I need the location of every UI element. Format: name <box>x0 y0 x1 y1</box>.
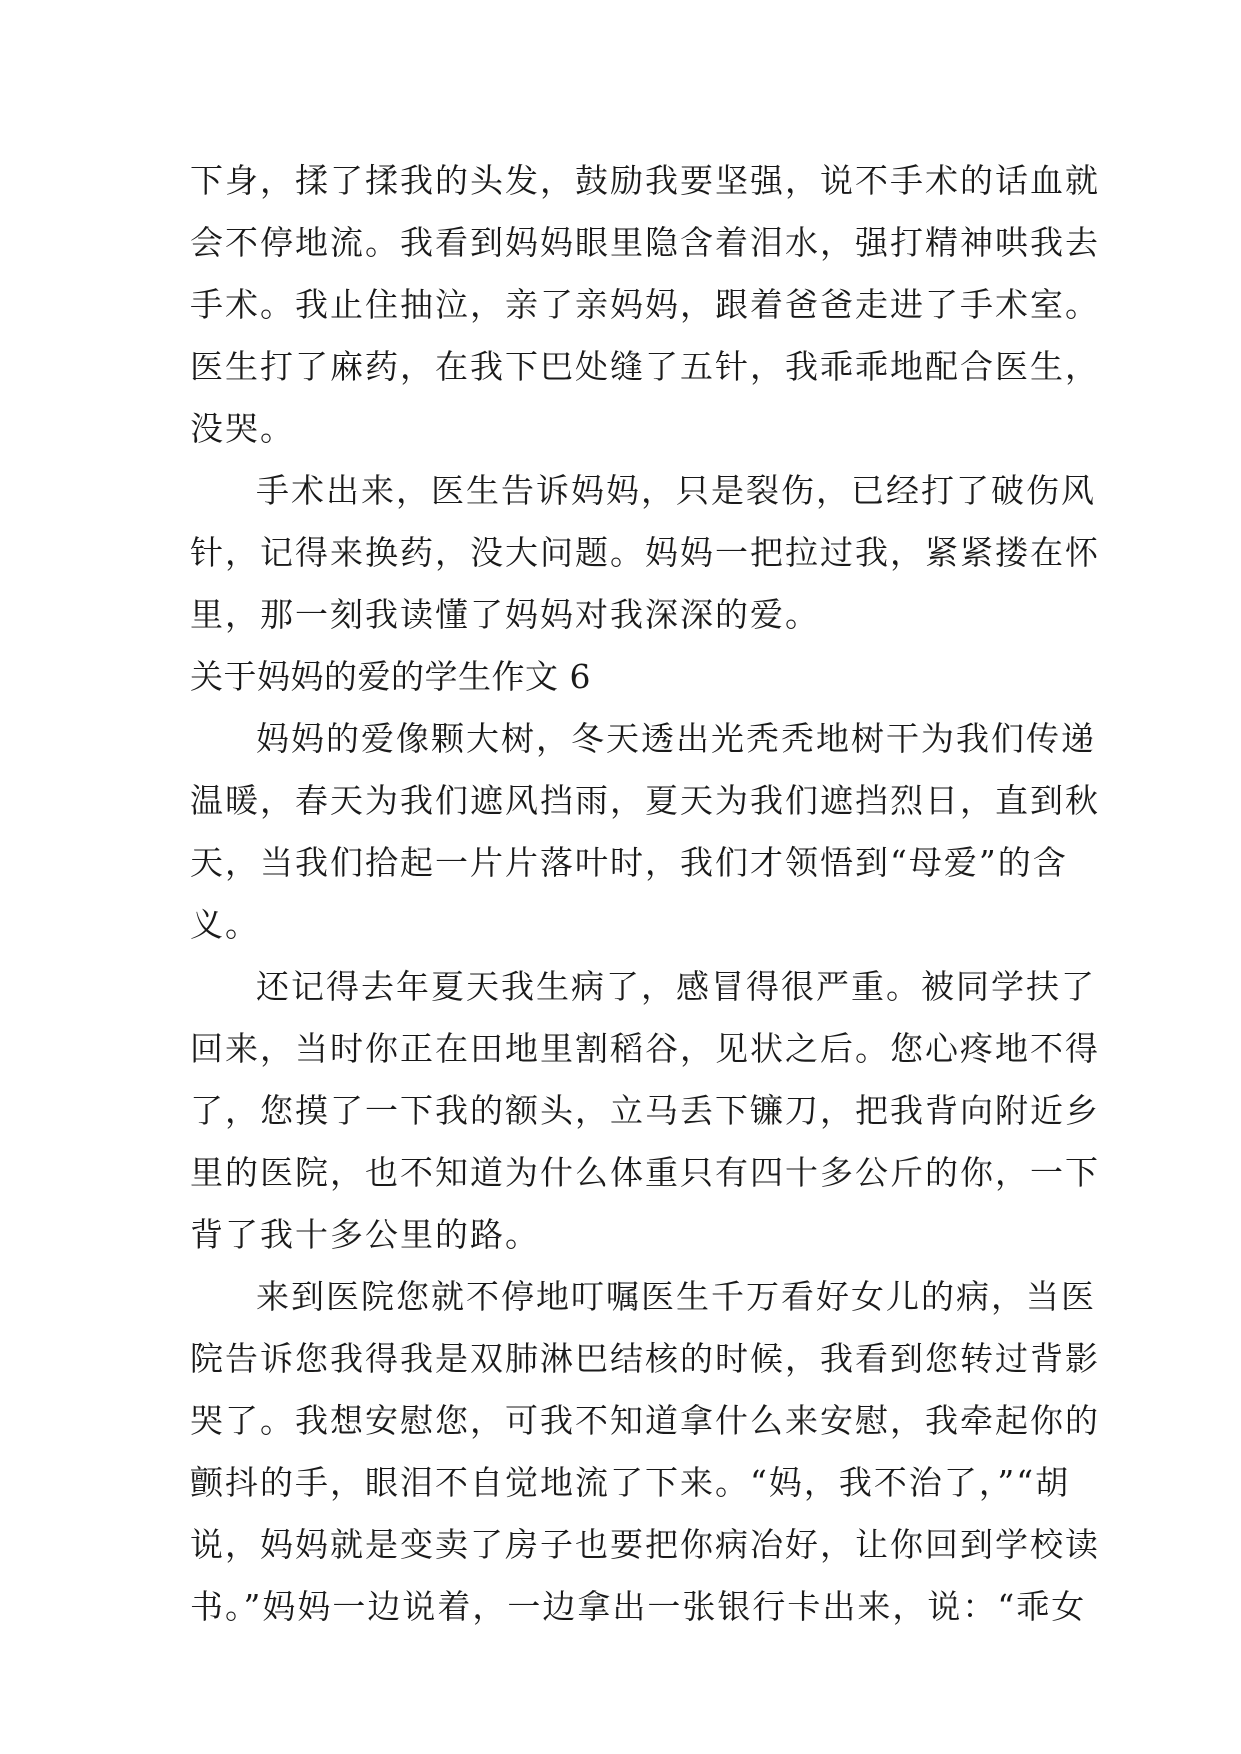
text-line: 背了我十多公里的路。 <box>190 1215 540 1254</box>
paragraph-first-line: 妈妈的爱像颗大树，冬天透出光秃秃地树干为我们传递 <box>256 719 1096 758</box>
text-line: 里，那一刻我读懂了妈妈对我深深的爱。 <box>190 595 820 634</box>
text-line: 天，当我们拾起一片片落叶时，我们才领悟到“母爱”的含 <box>190 843 1068 882</box>
text-line: 义。 <box>190 905 260 944</box>
text-line: 没哭。 <box>190 409 295 448</box>
text-line: 手术。我止住抽泣，亲了亲妈妈，跟着爸爸走进了手术室。 <box>190 285 1100 324</box>
text-line: 里的医院，也不知道为什么体重只有四十多公斤的你，一下 <box>190 1153 1100 1192</box>
section-heading: 关于妈妈的爱的学生作文 6 <box>190 657 591 696</box>
text-line: 颤抖的手，眼泪不自觉地流了下来。“妈，我不治了，”“胡 <box>190 1463 1071 1502</box>
text-line: 说，妈妈就是变卖了房子也要把你病冶好，让你回到学校读 <box>190 1525 1100 1564</box>
text-line: 会不停地流。我看到妈妈眼里隐含着泪水，强打精神哄我去 <box>190 223 1100 262</box>
document-body <box>190 150 1100 1638</box>
text-line: 书。”妈妈一边说着，一边拿出一张银行卡出来，说：“乖女 <box>190 1587 1087 1626</box>
text-line: 医生打了麻药，在我下巴处缝了五针，我乖乖地配合医生， <box>190 347 1100 386</box>
text-line: 院告诉您我得我是双肺淋巴结核的时候，我看到您转过背影 <box>190 1339 1100 1378</box>
paragraph-first-line: 还记得去年夏天我生病了，感冒得很严重。被同学扶了 <box>256 967 1096 1006</box>
text-line: 针，记得来换药，没大问题。妈妈一把拉过我，紧紧搂在怀 <box>190 533 1100 572</box>
paragraph-first-line: 手术出来，医生告诉妈妈，只是裂伤，已经打了破伤风 <box>256 471 1096 510</box>
paragraph-first-line: 来到医院您就不停地叮嘱医生千万看好女儿的病，当医 <box>256 1277 1096 1316</box>
text-line: 回来，当时你正在田地里割稻谷，见状之后。您心疼地不得 <box>190 1029 1100 1068</box>
text-line: 下身，揉了揉我的头发，鼓励我要坚强，说不手术的话血就 <box>190 161 1100 200</box>
text-line: 温暖，春天为我们遮风挡雨，夏天为我们遮挡烈日，直到秋 <box>190 781 1100 820</box>
text-line: 哭了。我想安慰您，可我不知道拿什么来安慰，我牵起你的 <box>190 1401 1100 1440</box>
text-line: 了，您摸了一下我的额头，立马丢下镰刀，把我背向附近乡 <box>190 1091 1100 1130</box>
